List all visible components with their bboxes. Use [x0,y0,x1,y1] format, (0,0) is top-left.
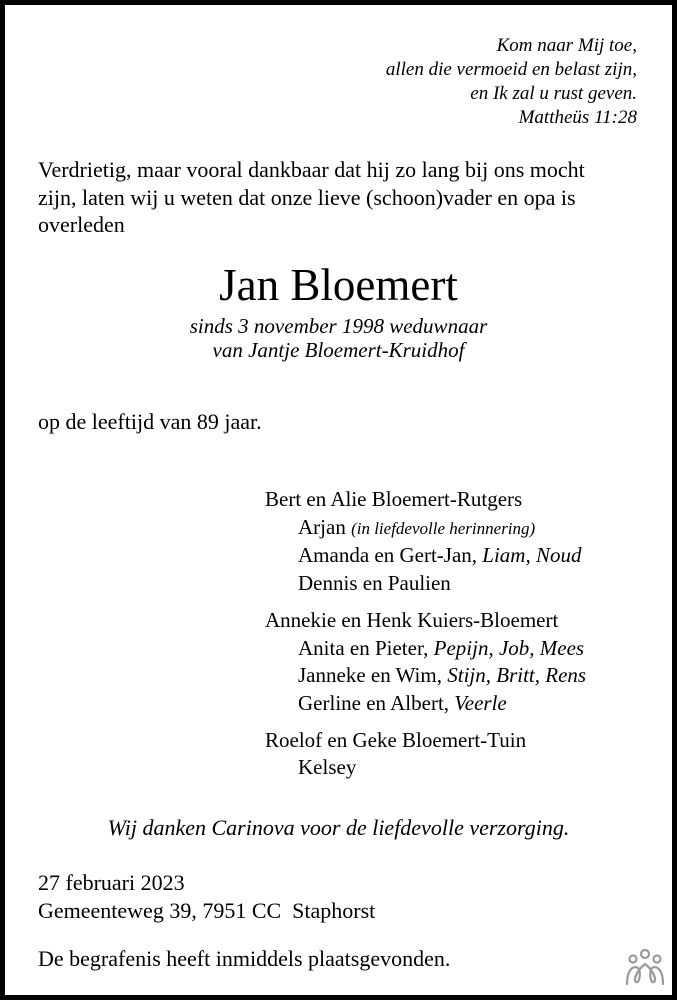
intro-line: Verdrietig, maar vooral dankbaar dat hij zo lang bij ons mocht [38,157,585,182]
family-child [265,542,586,570]
child-name: Janneke en Wim, [298,663,448,688]
widow-text [0,314,677,362]
intro-line: zijn, laten wij u weten dat onze lieve (schoon)vader en opa is [38,184,576,210]
child-name: Arjan [298,514,352,539]
family-group [265,607,586,718]
child-name: Anita en Pieter, [298,635,434,660]
widow-line: van Jantje Bloemert-Kruidhof [212,338,465,362]
bible-verse [386,34,637,130]
grandchildren: Stijn, Britt, Rens [447,663,587,688]
thanks-text: Wij danken Carinova voor de liefdevolle verzorging. [107,815,570,840]
intro-line: overleden [38,212,125,237]
address: Gemeenteweg 39, 7951 CC Staphorst [38,897,376,923]
notice-date: 27 februari 2023 [38,870,185,895]
verse-line: Kom naar Mij toe, [496,35,637,56]
people-group-icon [625,948,665,986]
family-parent: Roelof en Geke Bloemert-Tuin [265,727,527,752]
deceased-name: Jan Bloemert [219,260,458,310]
child-name: Dennis en Paulien [298,571,451,596]
child-name: Gerline en Albert, [298,690,455,715]
verse-line: en Ik zal u rust geven. [470,83,637,104]
intro-text [38,156,648,239]
family-list [265,486,586,791]
family-child [265,754,586,782]
family-child [265,570,586,598]
grandchildren: Veerle [454,690,507,715]
widow-line: sinds 3 november 1998 weduwnaar [189,314,488,338]
verse-line: allen die vermoeid en belast zijn, [385,59,637,80]
verse-reference: Mattheüs 11:28 [518,107,637,128]
family-parent: Bert en Alie Bloemert-Rutgers [265,487,523,511]
grandchildren: Liam, Noud [482,543,582,568]
family-group [265,727,586,782]
child-name: Amanda en Gert-Jan, [298,543,483,568]
family-group [265,486,586,598]
date-address [38,869,375,924]
family-child [265,635,586,663]
funeral-note: De begrafenis heeft inmiddels plaatsgevonden. [38,946,451,971]
family-child [265,662,586,690]
family-child [265,514,586,543]
memorial-note: (in liefdevolle herinnering) [351,518,536,538]
grandchildren: Pepijn, Job, Mees [433,635,585,660]
age-text: op de leeftijd van 89 jaar. [38,409,262,434]
family-child [265,690,586,718]
family-parent: Annekie en Henk Kuiers-Bloemert [265,607,559,632]
child-name: Kelsey [298,755,357,780]
